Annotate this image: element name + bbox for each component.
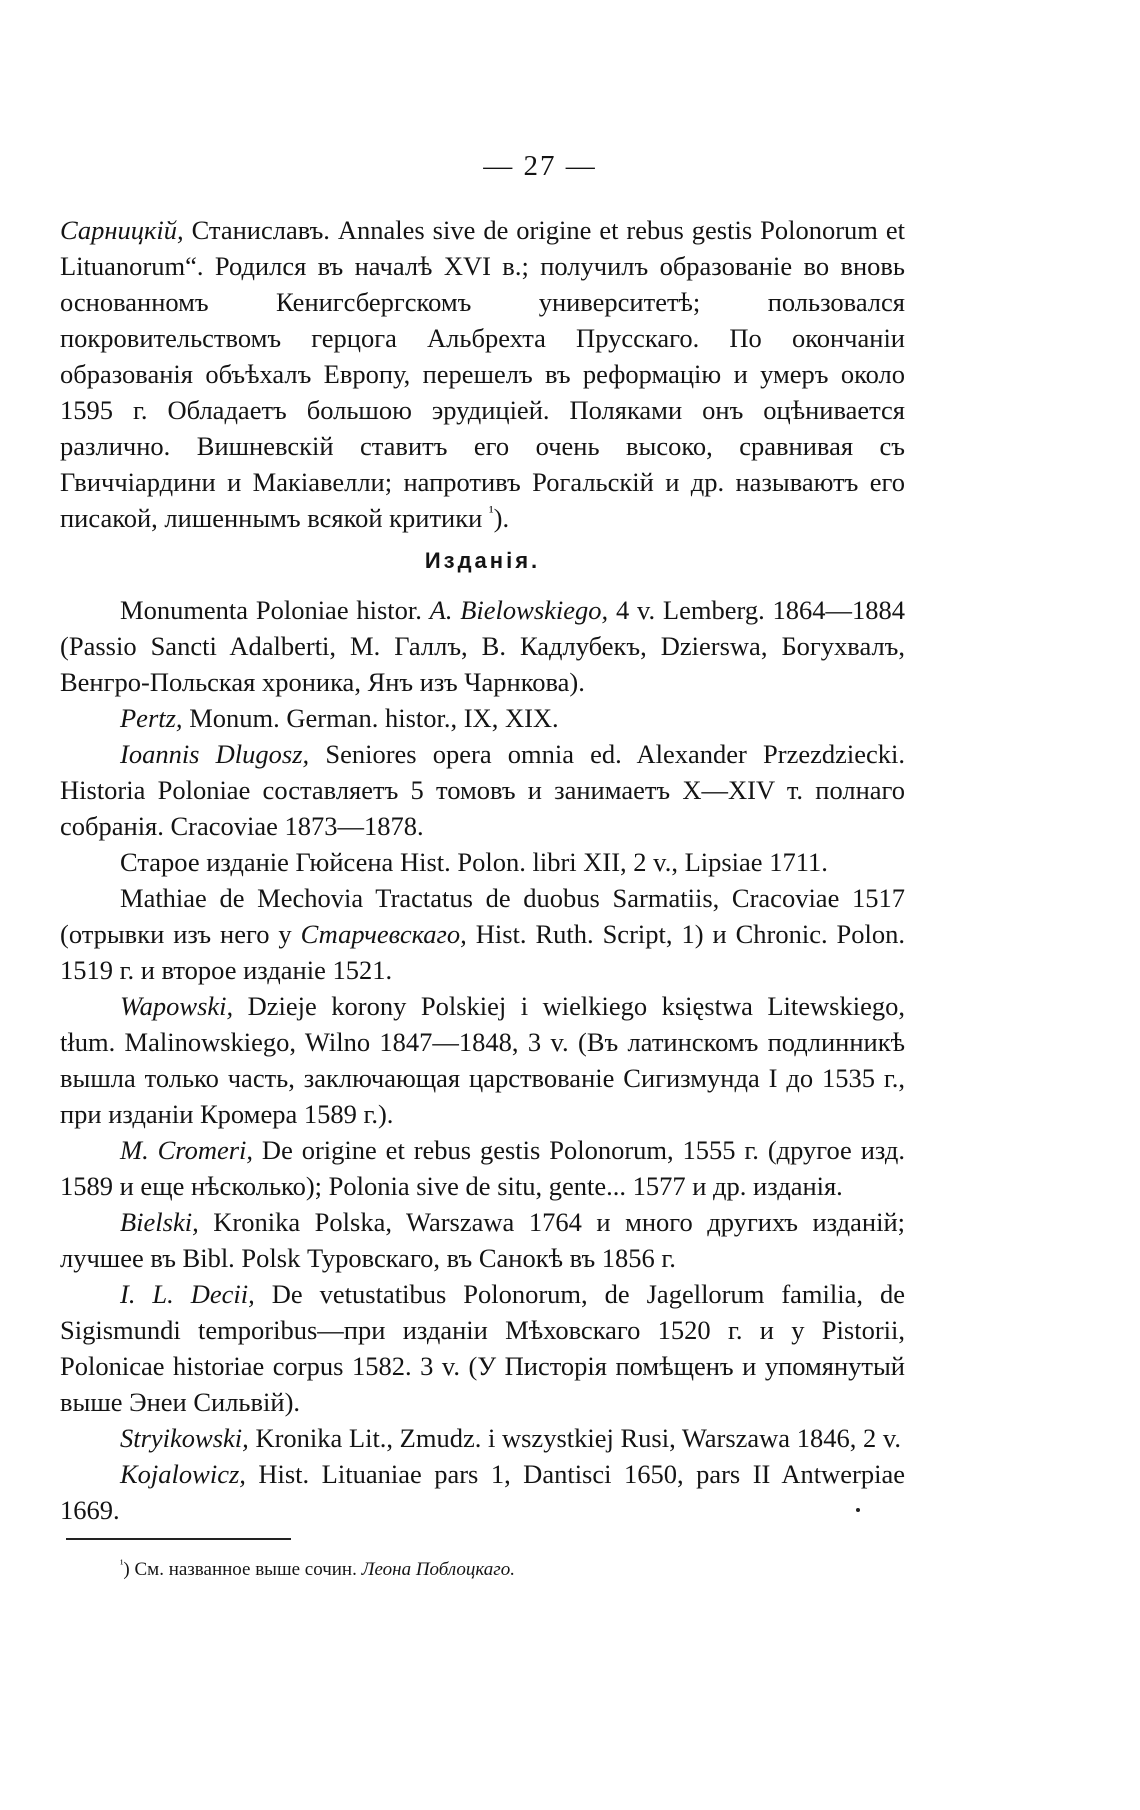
edition-author: Старчевскаго, [300,919,467,949]
edition-text: Monumenta Poloniae histor. [120,595,430,625]
edition-text: Mathiae de Mechovia Tractatus de duobus Sarmatiis, Cracoviae 1517 (отрывки изъ него у [60,883,905,949]
edition-text: 4 v. Lemberg. 1864—1884 (Passio Sancti Adalberti, M. Галлъ, B. Кадлубекъ, Dzierswa, Богухвалъ, Венгро-Польская хроника, Янъ изъ Чарнкова). [60,595,905,697]
footnote-mark: ¹ [120,1558,124,1571]
edition-entry [60,592,905,700]
edition-text: Monum. German. histor., IX, XIX. [182,703,559,733]
edition-entry [60,1132,905,1204]
edition-author: Kojalowicz, [120,1459,246,1489]
edition-entry [60,736,905,844]
edition-text: Hist. Lituaniae pars 1, Dantisci 1650, pars II Antwerpiae 1669. [60,1459,905,1525]
edition-text: Kronika Polska, Warszawa 1764 и много другихъ изданій; лучшее въ Bibl. Polsk Туровскаго, въ Санокѣ въ 1856 г. [60,1207,905,1273]
intro-author-name: Сарницкій, [60,215,184,245]
edition-entry [60,1456,905,1528]
edition-text: Hist. Ruth. Script, 1) и Chronic. Polon. 1519 г. и второе изданіе 1521. [60,919,906,985]
edition-entry [60,1276,905,1420]
edition-author: I. L. Decii, [120,1279,255,1309]
edition-author: Bielski, [120,1207,199,1237]
edition-author: A. Bielowskiego, [429,595,609,625]
footnote [120,1557,920,1583]
intro-paragraph [60,212,905,536]
edition-entry [60,880,905,988]
edition-text: Старое изданіе Гюйсена Hist. Polon. libri XII, 2 v., Lipsiae 1711. [120,847,828,877]
edition-text: Dzieje korony Polskiej i wielkiego księstwa Litewskiego, tłum. Malinowskiego, Wilno 1847—1848, 3 v. (Въ латинскомъ подлинникѣ вышла только часть, заключающая царствованіе Сигизмунда I до 1535 г., при изданіи Кромера 1589 г.). [60,991,905,1129]
edition-entry [60,844,905,880]
edition-entry [60,988,905,1132]
footnote-divider [66,1538,291,1540]
footnote-reference[interactable]: ¹ [488,504,494,522]
intro-body: Станиславъ. Annales sive de origine et rebus gestis Polonorum et Lituanorum“. Родился въ началѣ XVI в.; получилъ образованіе во вновь основанномъ Кенигсбергскомъ университетѣ; пользовался покровительствомъ герцога Альбрехта Прусскаго. По окончаніи образованія объѣхалъ Европу, перешелъ въ реформацію и умеръ около 1595 г. Обладаетъ большою эрудиціей. Поляками онъ оцѣнивается различно. Вишневскій ставитъ его очень высоко, сравнивая съ Гвиччіардини и Макіавелли; напротивъ Рогальскій и др. называютъ его писакой, лишеннымъ всякой критики [60,215,905,533]
edition-author: Stryikowski, [120,1423,249,1453]
edition-text: Kronika Lit., Zmudz. i wszystkiej Rusi, Warszawa 1846, 2 v. [248,1423,901,1453]
edition-author: M. Cromeri, [120,1135,254,1165]
edition-author: Ioannis Dlugosz, [120,739,310,769]
edition-entry [60,1420,905,1456]
footnote-text: ) См. названное выше сочин. [123,1559,362,1580]
edition-author: Pertz, [120,703,183,733]
footnote-author: Леона Поблоцкаго. [361,1559,515,1580]
edition-text: De vetustatibus Polonorum, de Jagellorum familia, de Sigismundi temporibus—при изданіи Мѣховскаго 1520 г. и у Pistorii, Polonicae historiae corpus 1582. 3 v. (У Писторія помѣщенъ и упомянутый выше Энеи Сильвій). [60,1279,906,1417]
section-heading-editions: Изданія. [424,548,541,573]
edition-text: De origine et rebus gestis Polonorum, 1555 г. (другое изд. 1589 и еще нѣсколько); Polonia sive de situ, gente... 1577 и др. изданія. [60,1135,905,1201]
print-dot [856,1508,860,1512]
edition-entry [60,700,905,736]
editions-list [60,592,905,1528]
intro-text [60,212,905,536]
intro-end: ). [493,503,510,533]
edition-author: Wapowski, [120,991,234,1021]
edition-entry [60,1204,905,1276]
page-number: — 27 — [483,150,597,182]
edition-text: Seniores opera omnia ed. Alexander Przezdziecki. Historia Poloniae составляетъ 5 томовъ и занимаетъ X—XIV т. полнаго собранія. Cracoviae 1873—1878. [60,739,905,841]
